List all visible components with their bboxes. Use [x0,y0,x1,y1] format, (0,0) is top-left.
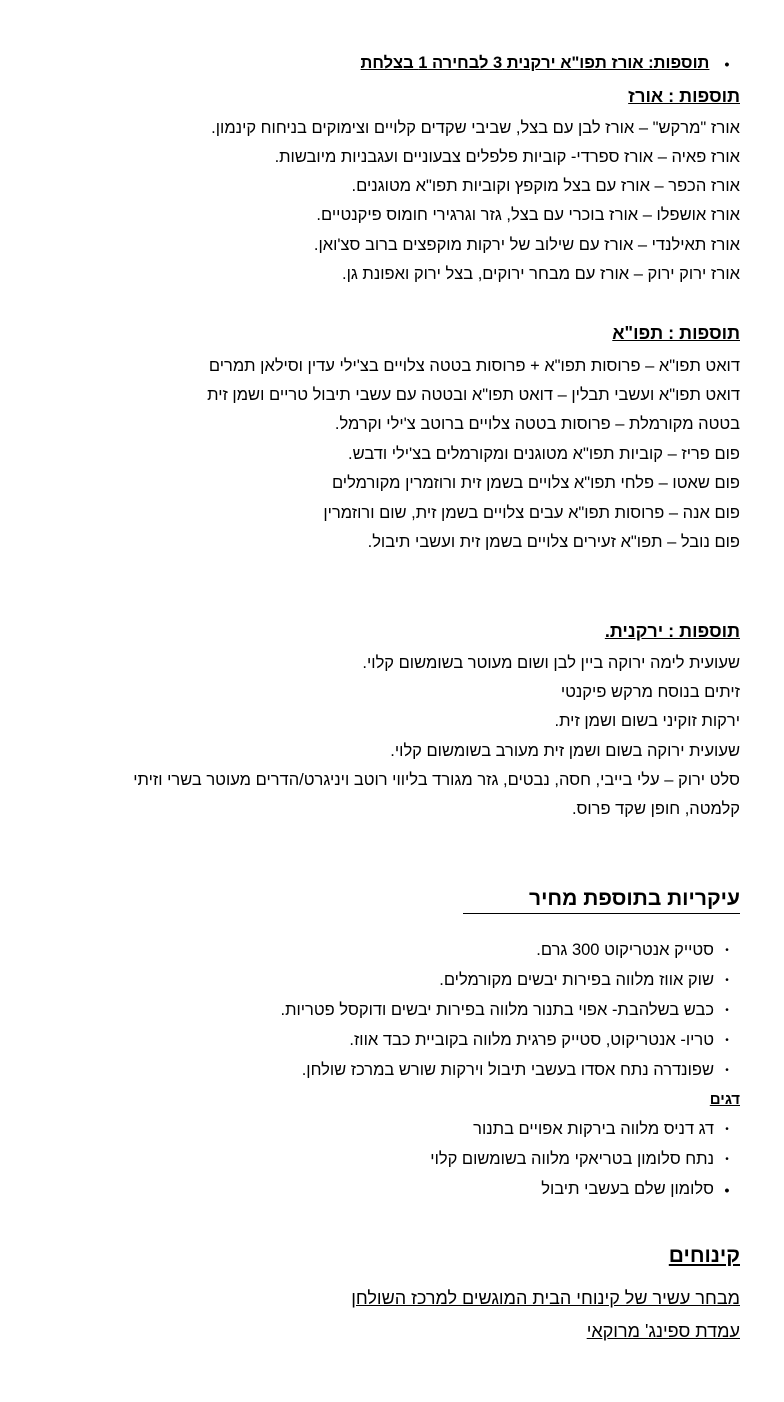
desserts-item: עמדת ספינג' מרוקאי [586,1321,740,1341]
mains-item-text: סטייק אנטריקוט 300 גרם. [536,941,714,959]
rice-item: אורז ירוק ירוק – אורז עם מבחר ירוקים, בצל ירוק ואפונת גן. [342,265,740,283]
fish-item-text: נתח סלומון בטריאקי מלווה בשומשום קלוי [430,1150,714,1168]
mains-item [536,939,740,962]
veg-item: שעועית לימה ירוקה ביין לבן ושום מעוטר בשומשום קלוי. [362,654,740,672]
mains-heading-underline [463,913,740,914]
bullet-icon: • [725,1004,729,1016]
bullet-icon: • [724,55,730,72]
mains-item-text: כבש בשלהבת- אפוי בתנור מלווה בפירות יבשים ודוקסל פטריות. [280,1001,714,1019]
bullet-icon: • [725,1123,729,1135]
veg-heading: תוספות : ירקנית. [604,621,740,641]
rice-heading: תוספות : אורז [628,86,740,106]
potato-item: פום נובל – תפו"א זעירים צלויים בשמן זית ועשבי תיבול. [367,533,740,551]
fish-item [430,1148,740,1171]
desserts-heading: קינוחים [668,1244,740,1267]
mains-item-text: שוק אווז מלווה בפירות יבשים מקורמלים. [439,971,714,989]
intro-line [361,52,740,75]
bullet-icon: • [725,944,729,956]
desserts-item: מבחר עשיר של קינוחי הבית המוגשים למרכז השולחן [351,1288,740,1308]
potato-item: פום פריז – קוביות תפו"א מטוגנים ומקורמלים בצ'ילי ודבש. [348,445,740,463]
intro-text: תוספות: אורז תפו"א ירקנית 3 לבחירה 1 בצלחת [360,54,710,72]
fish-item [473,1118,740,1141]
bullet-icon: • [725,974,729,986]
potato-item: דואט תפו"א – פרוסות תפו"א + פרוסות בטטה צלויים בצ'ילי עדין וסילאן תמרים [208,357,740,375]
mains-heading: עיקריות בתוספת מחיר [528,887,740,910]
mains-item-text: שפונדרה נתח אסדו בעשבי תיבול וירקות שורש במרכז שולחן. [301,1061,714,1079]
potato-item: פום אנה – פרוסות תפו"א עבים צלויים בשמן זית, שום ורוזמרין [323,504,740,522]
potato-item: פום שאטו – פלחי תפו"א צלויים בשמן זית ורוזמרין מקורמלים [331,474,740,492]
fish-item-text: דג דניס מלווה בירקות אפויים בתנור [473,1120,714,1138]
veg-item: שעועית ירוקה בשום ושמן זית מעורב בשומשום קלוי. [390,742,740,760]
veg-item: זיתים בנוסח מרקש פיקנטי [560,683,740,701]
bullet-icon: • [724,1181,730,1198]
rice-item: אורז אושפלו – אורז בוכרי עם בצל, גזר וגרגירי חומוס פיקנטיים. [316,206,740,224]
fish-item [541,1178,740,1201]
potato-item: בטטה מקורמלת – פרוסות בטטה צלויים ברוטב צ'ילי וקרמל. [334,415,740,433]
bullet-icon: • [725,1034,729,1046]
bullet-icon: • [725,1064,729,1076]
mains-item [349,1029,740,1052]
fish-heading: דגים [709,1091,740,1108]
veg-item: סלט ירוק – עלי בייבי, חסה, נבטים, גזר מגורד בליווי רוטב ויניגרט/הדרים מעוטר בשרי וזיתי [133,771,740,789]
mains-item [281,999,741,1022]
potato-item: דואט תפו"א ועשבי תבלין – דואט תפו"א ובטטה עם עשבי תיבול טריים ושמן זית [207,386,740,404]
rice-item: אורז תאילנדי – אורז עם שילוב של ירקות מוקפצים ברוב סצ'ואן. [313,236,740,254]
mains-item [302,1059,740,1082]
veg-item: ירקות זוקיני בשום ושמן זית. [554,712,740,730]
mains-item-text: טריו- אנטריקוט, סטייק פרגית מלווה בקוביית כבד אווז. [349,1031,714,1049]
rice-item: אורז פאיה – אורז ספרדי- קוביות פלפלים צבעוניים ועגבניות מיובשות. [274,148,740,166]
rice-item: אורז הכפר – אורז עם בצל מוקפץ וקוביות תפו"א מטוגנים. [351,177,740,195]
potato-heading: תוספות : תפו"א [612,323,740,343]
mains-item [439,969,740,992]
fish-item-text: סלומון שלם בעשבי תיבול [541,1180,714,1198]
bullet-icon: • [725,1153,729,1165]
veg-item: קלמטה, חופן שקד פרוס. [571,800,740,818]
rice-item: אורז "מרקש" – אורז לבן עם בצל, שביבי שקדים קלויים וצימוקים בניחוח קינמון. [211,119,740,137]
